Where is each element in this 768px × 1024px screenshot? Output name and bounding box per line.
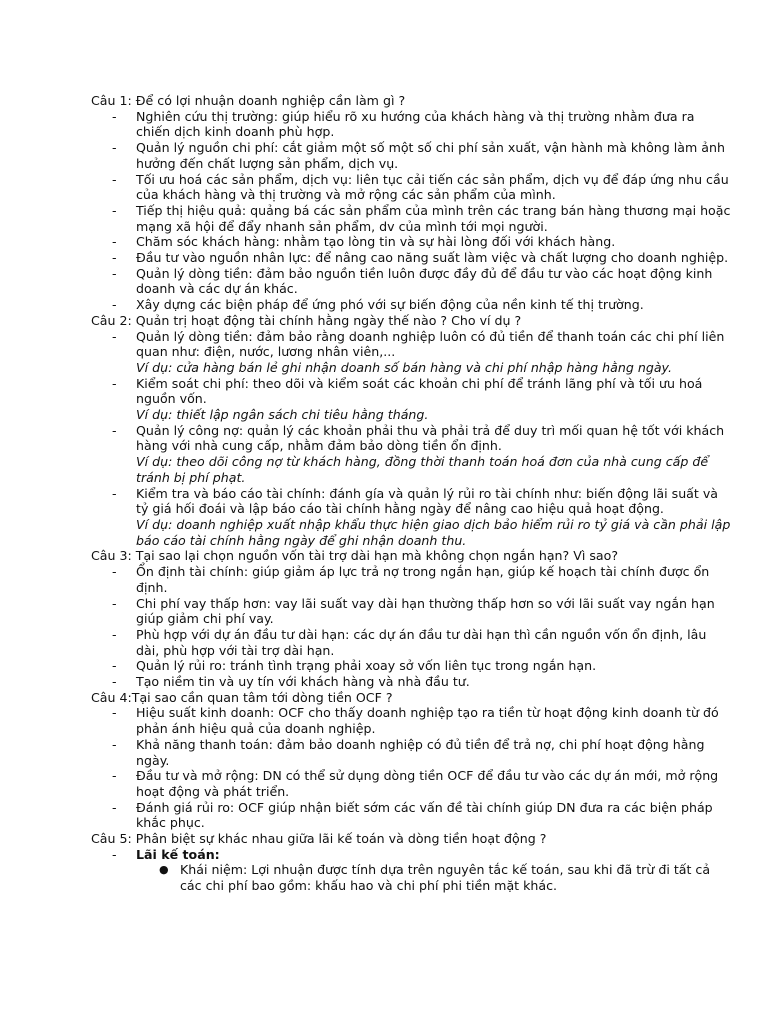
dash-bullet: - [112, 422, 117, 438]
list-item [91, 486, 731, 549]
dash-bullet: - [112, 328, 117, 344]
dash-bullet: - [112, 108, 117, 124]
round-bullet: ● [159, 863, 169, 877]
example-text: Ví dụ: thiết lập ngân sách chi tiêu hằng tháng. [136, 407, 429, 423]
list-item [91, 658, 731, 674]
list-item [91, 564, 731, 595]
list-item [91, 596, 731, 627]
list-item [91, 705, 731, 736]
dash-bullet: - [112, 297, 117, 313]
question-section [91, 831, 731, 894]
list-item-text: Kiểm tra và báo cáo tài chính: đánh gía và quản lý rủi ro tài chính như: biến động lãi suất và tỷ giá hối đoái và lập báo cáo tài chính hằng ngày để nâng cao hiệu quả hoạt động. [136, 485, 719, 517]
question-title: Câu 4:Tại sao cần quan tâm tới dòng tiền OCF ? [91, 689, 393, 705]
dash-bullet: - [112, 846, 117, 862]
list-item [91, 297, 731, 313]
sub-list-item-text: Khái niệm: Lợi nhuận được tính dựa trên nguyên tắc kế toán, sau khi đã trừ đi tất cả các chi phí bao gồm: khấu hao và chi phí phi tiền mặt khác. [180, 862, 711, 894]
dash-bullet: - [112, 140, 117, 156]
dash-bullet: - [112, 799, 117, 815]
example-text: Ví dụ: cửa hàng bán lẻ ghi nhận doanh số bán hàng và chi phí nhập hàng hằng ngày. [136, 359, 673, 375]
document-body [91, 93, 731, 894]
dash-bullet: - [112, 658, 117, 674]
list-item-text: Quản lý công nợ: quản lý các khoản phải thu và phải trả để duy trì mối quan hệ tốt với khách hàng với nhà cung cấp, nhằm đảm bảo dòng tiền ổn định. [136, 422, 725, 454]
dash-bullet: - [112, 674, 117, 690]
question-section [91, 93, 731, 313]
dash-bullet: - [112, 626, 117, 642]
list-item-text: Đánh giá rủi ro: OCF giúp nhận biết sớm các vấn đề tài chính giúp DN đưa ra các biện pháp khắc phục. [136, 799, 713, 831]
dash-bullet: - [112, 250, 117, 266]
list-item [91, 266, 731, 297]
question-section [91, 548, 731, 689]
dash-bullet: - [112, 234, 117, 250]
list-item [91, 140, 731, 171]
dash-bullet: - [112, 768, 117, 784]
question-title: Câu 2: Quản trị hoạt động tài chính hằng ngày thế nào ? Cho ví dụ ? [91, 312, 522, 328]
list-item [91, 737, 731, 768]
list-item [91, 250, 731, 266]
dash-bullet: - [112, 595, 117, 611]
dash-bullet: - [112, 705, 117, 721]
list-item-text: Tạo niềm tin và uy tín với khách hàng và nhà đầu tư. [136, 674, 470, 690]
list-item-text: Tiếp thị hiệu quả: quảng bá các sản phẩm của mình trên các trang bán hàng thương mại hoặc mạng xã hội để đẩy nhanh sản phẩm, dv của mình tới mọi người. [136, 202, 731, 234]
list-item-text: Đầu tư và mở rộng: DN có thể sử dụng dòng tiền OCF để đầu tư vào các dự án mới, mở rộng hoạt động và phát triển. [136, 768, 719, 799]
sub-list-item [91, 862, 731, 893]
dash-bullet: - [112, 171, 117, 187]
list-item-text: Hiệu suất kinh doanh: OCF cho thấy doanh nghiệp tạo ra tiền từ hoạt động kinh doanh từ đó phản ánh hiệu quả của doanh nghiệp. [136, 705, 719, 737]
list-item-text: Quản lý dòng tiền: đảm bảo nguồn tiền luôn được đầy đủ để đầu tư vào các hoạt động kinh doanh và các dự án khác. [136, 265, 713, 297]
list-item-text: Nghiên cứu thị trường: giúp hiểu rõ xu hướng của khách hàng và thị trường nhằm đưa ra chiến dịch kinh doanh phù hợp. [136, 108, 695, 140]
list-item [91, 674, 731, 690]
list-item-text: Khả năng thanh toán: đảm bảo doanh nghiệp có đủ tiền để trả nợ, chi phí hoạt động hằng ngày. [136, 736, 705, 768]
list-item-text: Quản lý nguồn chi phí: cắt giảm một số một số chi phí sản xuất, vận hành mà không làm ảnh hưởng đến chất lượng sản phẩm, dịch vụ. [136, 140, 725, 171]
question-title: Câu 3: Tại sao lại chọn nguồn vốn tài trợ dài hạn mà không chọn ngắn hạn? Vì sao? [91, 548, 619, 564]
dash-bullet: - [112, 485, 117, 501]
list-item [91, 768, 731, 799]
list-item-text: Lãi kế toán: [136, 846, 220, 862]
question-title: Câu 1: Để có lợi nhuận doanh nghiệp cần làm gì ? [91, 93, 406, 108]
list-item-text: Quản lý dòng tiền: đảm bảo rằng doanh nghiệp luôn có đủ tiền để thanh toán các chi phí liên quan như: điện, nước, lương nhân viên,... [136, 328, 725, 360]
dash-bullet: - [112, 202, 117, 218]
example-text: Ví dụ: doanh nghiệp xuất nhập khẩu thực hiện giao dịch bảo hiểm rủi ro tỷ giá và cần phải lập báo cáo tài chính hằng ngày để ghi nhận doanh thu. [136, 516, 731, 548]
list-item-text: Phù hợp với dự án đầu tư dài hạn: các dự án đầu tư dài hạn thì cần nguồn vốn ổn định, lâu dài, phù hợp với tài trợ dài hạn. [136, 626, 707, 658]
list-item [91, 800, 731, 831]
list-item-text: Kiểm soát chi phí: theo dõi và kiểm soát các khoản chi phí để tránh lãng phí và tối ưu hoá nguồn vốn. [136, 375, 703, 407]
list-item-text: Ổn định tài chính: giúp giảm áp lực trả nợ trong ngắn hạn, giúp kế hoạch tài chính được ổn định. [136, 564, 710, 595]
dash-bullet: - [112, 564, 117, 580]
list-item [91, 109, 731, 140]
question-section [91, 690, 731, 831]
list-item [91, 423, 731, 486]
list-item [91, 234, 731, 250]
list-item [91, 847, 731, 863]
dash-bullet: - [112, 265, 117, 281]
question-title: Câu 5: Phân biệt sự khác nhau giữa lãi kế toán và dòng tiền hoạt động ? [91, 831, 547, 847]
list-item-text: Chăm sóc khách hàng: nhằm tạo lòng tin và sự hài lòng đối với khách hàng. [136, 234, 616, 250]
list-item-text: Đầu tư vào nguồn nhân lực: để nâng cao năng suất làm việc và chất lượng cho doanh nghiệp. [136, 250, 729, 266]
list-item [91, 203, 731, 234]
example-text: Ví dụ: theo dõi công nợ từ khách hàng, đồng thời thanh toán hoá đơn của nhà cung cấp để tránh bị phí phạt. [136, 454, 709, 485]
list-item [91, 172, 731, 203]
list-item [91, 329, 731, 376]
list-item-text: Xây dựng các biện pháp để ứng phó với sự biến động của nền kinh tế thị trường. [136, 297, 644, 313]
dash-bullet: - [112, 736, 117, 752]
dash-bullet: - [112, 375, 117, 391]
list-item-text: Chi phí vay thấp hơn: vay lãi suất vay dài hạn thường thấp hơn so với lãi suất vay ngắn hạn giúp giảm chi phí vay. [136, 595, 715, 627]
list-item [91, 627, 731, 658]
list-item-text: Tối ưu hoá các sản phẩm, dịch vụ: liên tục cải tiến các sản phẩm, dịch vụ để đáp ứng nhu cầu của khách hàng và thị trường và mở rộng các sản phẩm của mình. [136, 171, 729, 203]
list-item [91, 376, 731, 423]
question-section [91, 313, 731, 549]
list-item-text: Quản lý rủi ro: tránh tình trạng phải xoay sở vốn liên tục trong ngắn hạn. [136, 658, 597, 674]
